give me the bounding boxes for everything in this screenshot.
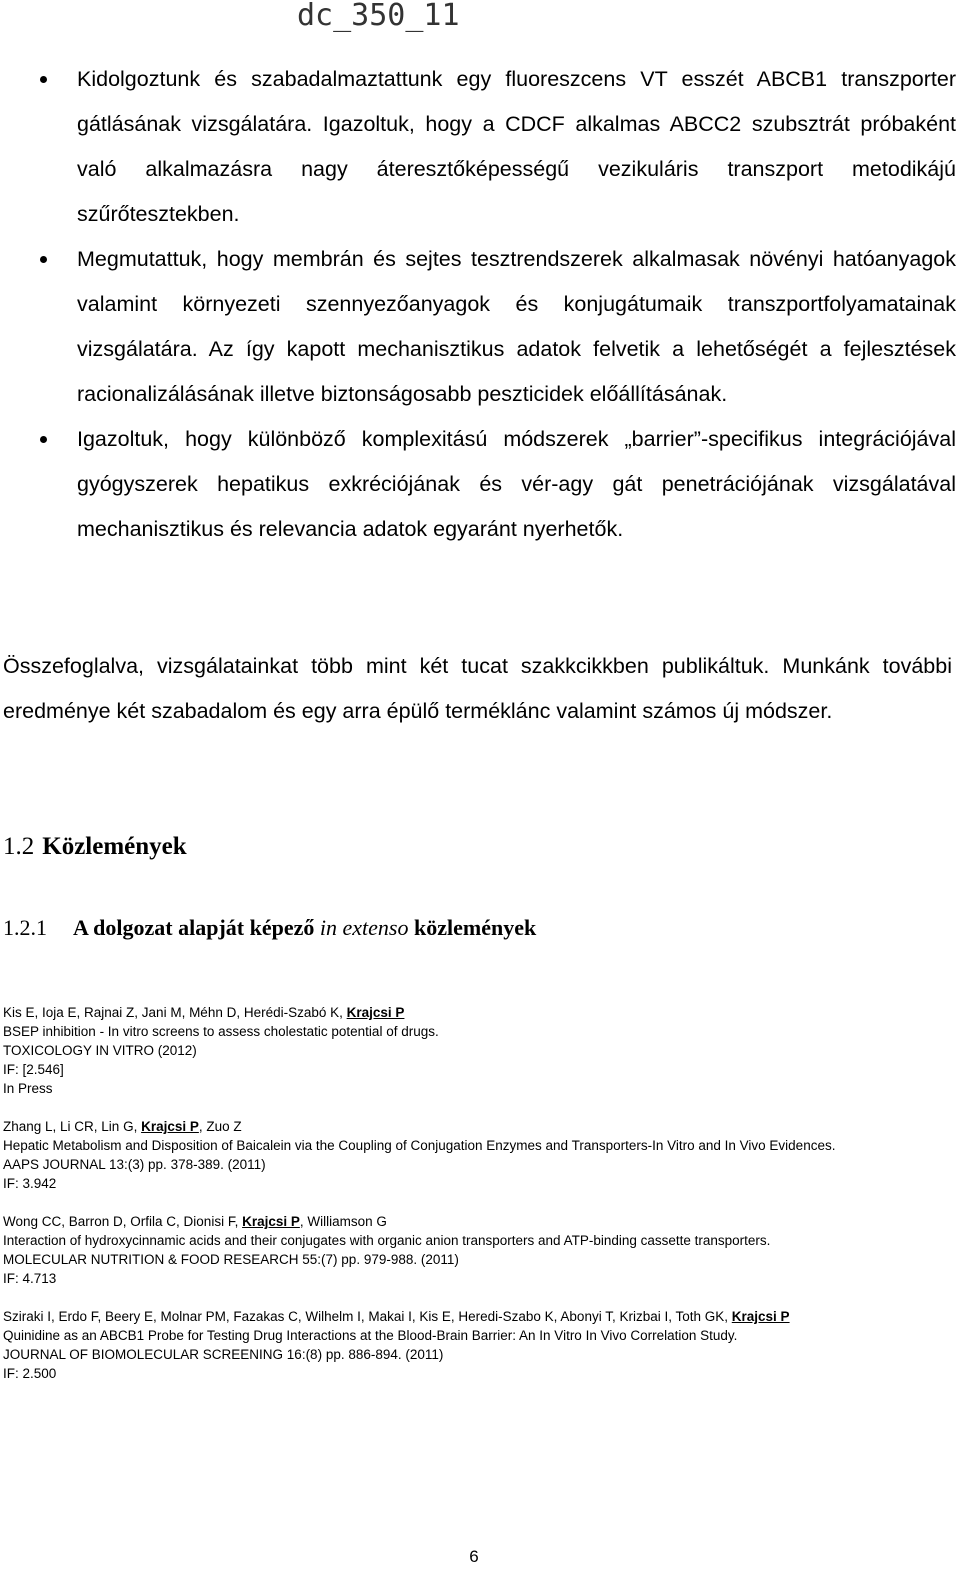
publication-list (3, 1003, 953, 1402)
bullet-dot-icon (40, 256, 47, 263)
authors-text: Sziraki I, Erdo F, Beery E, Molnar PM, Fazakas C, Wilhelm I, Makai I, Kis E, Heredi-Szabo K, Abonyi T, Krizbai I, Toth GK, (3, 1309, 732, 1324)
publication-journal: MOLECULAR NUTRITION & FOOD RESEARCH 55:(7) pp. 979-988. (2011) (3, 1252, 459, 1267)
bullet-text: Igazoltuk, hogy különböző komplexitású módszerek „barrier”-specifikus integrációjával gyógyszerek hepatikus exkréciójának és vér-agy gát penetrációjának vizsgálatával mechanisztikus és relevancia adatok egyaránt nyerhetők. (77, 427, 956, 541)
publication-title: Quinidine as an ABCB1 Probe for Testing Drug Interactions at the Blood-Brain Barrier: An In Vitro In Vivo Correlation Study. (3, 1328, 738, 1343)
bullet-item (0, 57, 960, 237)
subsection-title-start: A dolgozat alapját képező (73, 915, 320, 940)
highlighted-author: Krajcsi P (141, 1119, 199, 1134)
publication-title: Interaction of hydroxycinnamic acids and their conjugates with organic anion transporters and ATP-binding cassette transporters. (3, 1233, 771, 1248)
publication-entry (3, 1212, 953, 1288)
publication-note: In Press (3, 1081, 53, 1096)
publication-authors (3, 1212, 953, 1231)
subsection-number: 1.2.1 (3, 915, 47, 940)
subsection-title-italic: in extenso (319, 915, 409, 940)
bullet-dot-icon (40, 436, 47, 443)
publication-impact-factor: IF: 2.500 (3, 1366, 57, 1381)
authors-text-end: , Williamson G (299, 1214, 387, 1229)
highlighted-author: Krajcsi P (731, 1309, 790, 1324)
results-bullet-list (0, 57, 960, 552)
authors-text: Kis E, Ioja E, Rajnai Z, Jani M, Méhn D, Herédi-Szabó K, (3, 1005, 347, 1020)
bullet-item (0, 237, 960, 417)
publication-authors (3, 1307, 953, 1326)
bullet-dot-icon (40, 76, 47, 83)
publication-entry (3, 1003, 953, 1098)
publication-title: BSEP inhibition - In vitro screens to assess cholestatic potential of drugs. (3, 1024, 439, 1039)
document-id-header: dc_350_11 (297, 0, 460, 33)
publication-entry (3, 1307, 953, 1383)
publication-impact-factor: IF: [2.546] (3, 1062, 64, 1077)
summary-paragraph: Összefoglalva, vizsgálatainkat több mint két tucat szakkcikkben publikáltuk. Munkánk további eredménye két szabadalom és egy arra épülő terméklánc valamint számos új módszer. (3, 654, 952, 723)
authors-text-end: , Zuo Z (198, 1119, 242, 1134)
bullet-text: Kidolgoztunk és szabadalmaztattunk egy fluoreszcens VT esszét ABCB1 transzporter gátlásának vizsgálatára. Igazoltuk, hogy a CDCF alkalmas ABCC2 szubsztrát próbaként való alkalmazásra nagy áteresztőképességű vezikuláris transzport metodikájú szűrőtesztekben. (77, 67, 956, 226)
subsection-title-end: közlemények (408, 915, 537, 940)
publication-impact-factor: IF: 4.713 (3, 1271, 57, 1286)
publication-title: Hepatic Metabolism and Disposition of Baicalein via the Coupling of Conjugation Enzymes and Transporters-In Vitro and In Vivo Evidences. (3, 1138, 836, 1153)
publication-impact-factor: IF: 3.942 (3, 1176, 57, 1191)
section-title: Közlemények (42, 833, 187, 860)
publication-authors (3, 1003, 953, 1022)
publication-authors (3, 1117, 953, 1136)
publication-journal: JOURNAL OF BIOMOLECULAR SCREENING 16:(8) pp. 886-894. (2011) (3, 1347, 444, 1362)
section-number: 1.2 (3, 833, 35, 860)
page-number: 6 (469, 1547, 479, 1566)
subsection-heading (3, 912, 536, 944)
section-heading (3, 830, 187, 864)
publication-journal: AAPS JOURNAL 13:(3) pp. 378-389. (2011) (3, 1157, 266, 1172)
publication-journal: TOXICOLOGY IN VITRO (2012) (3, 1043, 197, 1058)
authors-text: Wong CC, Barron D, Orfila C, Dionisi F, (3, 1214, 243, 1229)
bullet-item (0, 417, 960, 552)
bullet-text: Megmutattuk, hogy membrán és sejtes tesztrendszerek alkalmasak növényi hatóanyagok valamint környezeti szennyezőanyagok és konjugátumaik transzportfolyamatainak vizsgálatára. Az így kapott mechanisztikus adatok felvetik a lehetőségét a fejlesztések racionalizálásának illetve biztonságosabb peszticidek előállításának. (77, 247, 956, 406)
highlighted-author: Krajcsi P (242, 1214, 300, 1229)
authors-text: Zhang L, Li CR, Lin G, (3, 1119, 142, 1134)
publication-entry (3, 1117, 953, 1193)
highlighted-author: Krajcsi P (346, 1005, 405, 1020)
